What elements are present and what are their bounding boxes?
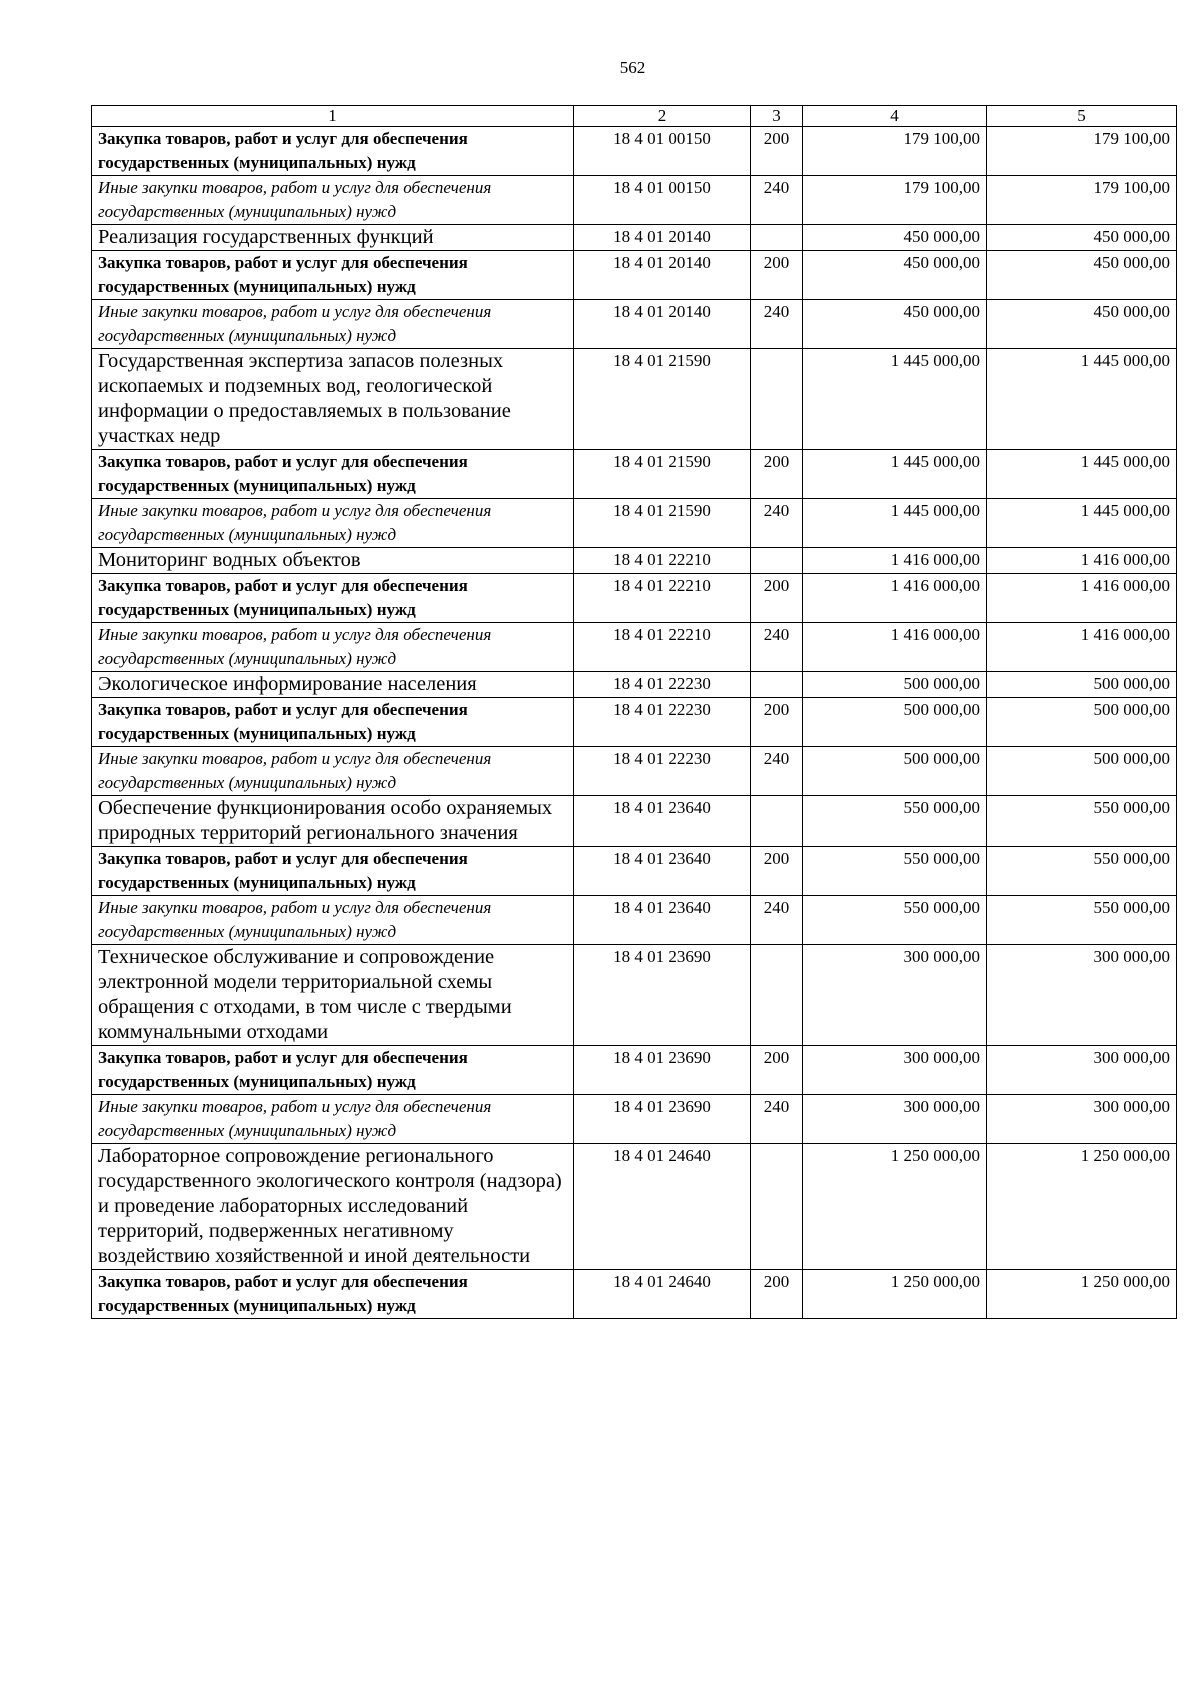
- row-expense-type-cell: 240: [751, 499, 803, 548]
- row-name-cell: Закупка товаров, работ и услуг для обеспечения государственных (муниципальных) нужд: [92, 574, 574, 623]
- row-name-cell: Обеспечение функционирования особо охраняемых природных территорий регионального значения: [92, 796, 574, 847]
- row-amount-1-cell: 450 000,00: [803, 300, 987, 349]
- row-amount-2-cell: 179 100,00: [987, 176, 1177, 225]
- row-amount-2-cell: 450 000,00: [987, 225, 1177, 251]
- row-amount-1-cell: 300 000,00: [803, 945, 987, 1046]
- row-expense-type-cell: 240: [751, 747, 803, 796]
- row-code-cell: 18 4 01 23690: [574, 945, 751, 1046]
- row-amount-2-cell: 450 000,00: [987, 300, 1177, 349]
- table-row: [92, 1144, 1177, 1270]
- row-code-cell: 18 4 01 22230: [574, 672, 751, 698]
- row-name-cell: Иные закупки товаров, работ и услуг для обеспечения государственных (муниципальных) нужд: [92, 896, 574, 945]
- header-row: [92, 106, 1177, 127]
- row-code-cell: 18 4 01 20140: [574, 300, 751, 349]
- row-amount-1-cell: 1 250 000,00: [803, 1144, 987, 1270]
- row-amount-1-cell: 1 416 000,00: [803, 548, 987, 574]
- row-amount-1-cell: 300 000,00: [803, 1046, 987, 1095]
- row-amount-1-cell: 179 100,00: [803, 127, 987, 176]
- table-row: [92, 945, 1177, 1046]
- row-expense-type-cell: 240: [751, 896, 803, 945]
- row-code-cell: 18 4 01 20140: [574, 251, 751, 300]
- table-row: [92, 548, 1177, 574]
- row-amount-1-cell: 1 416 000,00: [803, 623, 987, 672]
- row-expense-type-cell: [751, 349, 803, 450]
- row-code-cell: 18 4 01 23640: [574, 796, 751, 847]
- row-expense-type-cell: [751, 945, 803, 1046]
- row-expense-type-cell: [751, 672, 803, 698]
- row-name-cell: Закупка товаров, работ и услуг для обеспечения государственных (муниципальных) нужд: [92, 251, 574, 300]
- row-amount-2-cell: 500 000,00: [987, 698, 1177, 747]
- row-code-cell: 18 4 01 21590: [574, 349, 751, 450]
- row-expense-type-cell: 200: [751, 251, 803, 300]
- row-amount-1-cell: 179 100,00: [803, 176, 987, 225]
- page-number: 562: [619, 58, 646, 77]
- row-amount-2-cell: 550 000,00: [987, 796, 1177, 847]
- row-code-cell: 18 4 01 22210: [574, 623, 751, 672]
- header-col-3: 3: [751, 106, 803, 127]
- row-code-cell: 18 4 01 22230: [574, 698, 751, 747]
- row-expense-type-cell: [751, 225, 803, 251]
- row-expense-type-cell: 200: [751, 1046, 803, 1095]
- table-row: [92, 796, 1177, 847]
- table-row: [92, 896, 1177, 945]
- row-name-cell: Закупка товаров, работ и услуг для обеспечения государственных (муниципальных) нужд: [92, 127, 574, 176]
- row-amount-1-cell: 1 416 000,00: [803, 574, 987, 623]
- row-amount-1-cell: 300 000,00: [803, 1095, 987, 1144]
- header-col-5: 5: [987, 106, 1177, 127]
- row-amount-2-cell: 300 000,00: [987, 1095, 1177, 1144]
- row-code-cell: 18 4 01 24640: [574, 1144, 751, 1270]
- table-row: [92, 1270, 1177, 1319]
- row-amount-1-cell: 450 000,00: [803, 251, 987, 300]
- table-row: [92, 1046, 1177, 1095]
- table-row: [92, 623, 1177, 672]
- row-amount-1-cell: 1 445 000,00: [803, 499, 987, 548]
- header-col-2: 2: [574, 106, 751, 127]
- row-code-cell: 18 4 01 21590: [574, 450, 751, 499]
- row-amount-2-cell: 1 416 000,00: [987, 548, 1177, 574]
- row-name-cell: Иные закупки товаров, работ и услуг для обеспечения государственных (муниципальных) нужд: [92, 176, 574, 225]
- row-amount-2-cell: 450 000,00: [987, 251, 1177, 300]
- row-code-cell: 18 4 01 22210: [574, 574, 751, 623]
- table-row: [92, 225, 1177, 251]
- row-amount-2-cell: 300 000,00: [987, 945, 1177, 1046]
- table-row: [92, 698, 1177, 747]
- row-expense-type-cell: [751, 1144, 803, 1270]
- table-row: [92, 450, 1177, 499]
- row-code-cell: 18 4 01 23640: [574, 896, 751, 945]
- header-col-4: 4: [803, 106, 987, 127]
- row-expense-type-cell: 200: [751, 450, 803, 499]
- row-amount-2-cell: 550 000,00: [987, 896, 1177, 945]
- row-name-cell: Иные закупки товаров, работ и услуг для обеспечения государственных (муниципальных) нужд: [92, 623, 574, 672]
- table-row: [92, 349, 1177, 450]
- row-code-cell: 18 4 01 21590: [574, 499, 751, 548]
- row-code-cell: 18 4 01 00150: [574, 127, 751, 176]
- row-amount-2-cell: 500 000,00: [987, 672, 1177, 698]
- row-amount-1-cell: 1 445 000,00: [803, 349, 987, 450]
- row-amount-2-cell: 1 445 000,00: [987, 349, 1177, 450]
- row-code-cell: 18 4 01 22210: [574, 548, 751, 574]
- row-name-cell: Закупка товаров, работ и услуг для обеспечения государственных (муниципальных) нужд: [92, 698, 574, 747]
- table-row: [92, 499, 1177, 548]
- row-expense-type-cell: 200: [751, 127, 803, 176]
- row-amount-2-cell: 1 445 000,00: [987, 450, 1177, 499]
- row-name-cell: Закупка товаров, работ и услуг для обеспечения государственных (муниципальных) нужд: [92, 1046, 574, 1095]
- row-expense-type-cell: 200: [751, 847, 803, 896]
- row-code-cell: 18 4 01 23690: [574, 1046, 751, 1095]
- table-row: [92, 127, 1177, 176]
- row-amount-2-cell: 300 000,00: [987, 1046, 1177, 1095]
- row-code-cell: 18 4 01 20140: [574, 225, 751, 251]
- row-amount-1-cell: 500 000,00: [803, 747, 987, 796]
- row-amount-1-cell: 500 000,00: [803, 672, 987, 698]
- row-code-cell: 18 4 01 23640: [574, 847, 751, 896]
- row-name-cell: Иные закупки товаров, работ и услуг для обеспечения государственных (муниципальных) нужд: [92, 300, 574, 349]
- row-amount-1-cell: 500 000,00: [803, 698, 987, 747]
- row-name-cell: Реализация государственных функций: [92, 225, 574, 251]
- row-amount-2-cell: 1 416 000,00: [987, 574, 1177, 623]
- table-row: [92, 672, 1177, 698]
- row-name-cell: Техническое обслуживание и сопровождение электронной модели территориальной схемы обращения с отходами, в том числе с твердыми коммунальными отходами: [92, 945, 574, 1046]
- row-amount-2-cell: 1 250 000,00: [987, 1144, 1177, 1270]
- table-row: [92, 300, 1177, 349]
- row-name-cell: Иные закупки товаров, работ и услуг для обеспечения государственных (муниципальных) нужд: [92, 747, 574, 796]
- row-expense-type-cell: 240: [751, 1095, 803, 1144]
- row-code-cell: 18 4 01 23690: [574, 1095, 751, 1144]
- row-expense-type-cell: 200: [751, 1270, 803, 1319]
- row-name-cell: Закупка товаров, работ и услуг для обеспечения государственных (муниципальных) нужд: [92, 450, 574, 499]
- table-row: [92, 847, 1177, 896]
- table-row: [92, 574, 1177, 623]
- row-name-cell: Лабораторное сопровождение регионального государственного экологического контроля (надзора) и проведение лабораторных исследований территорий, подверженных негативному воздействию хозяйственной и иной деятельности: [92, 1144, 574, 1270]
- row-name-cell: Закупка товаров, работ и услуг для обеспечения государственных (муниципальных) нужд: [92, 847, 574, 896]
- row-name-cell: Экологическое информирование населения: [92, 672, 574, 698]
- row-amount-1-cell: 550 000,00: [803, 847, 987, 896]
- row-name-cell: Иные закупки товаров, работ и услуг для обеспечения государственных (муниципальных) нужд: [92, 1095, 574, 1144]
- row-name-cell: Иные закупки товаров, работ и услуг для обеспечения государственных (муниципальных) нужд: [92, 499, 574, 548]
- row-name-cell: Мониторинг водных объектов: [92, 548, 574, 574]
- table-row: [92, 747, 1177, 796]
- row-expense-type-cell: 200: [751, 698, 803, 747]
- row-amount-2-cell: 1 445 000,00: [987, 499, 1177, 548]
- row-amount-2-cell: 550 000,00: [987, 847, 1177, 896]
- row-code-cell: 18 4 01 22230: [574, 747, 751, 796]
- row-amount-2-cell: 1 416 000,00: [987, 623, 1177, 672]
- row-code-cell: 18 4 01 24640: [574, 1270, 751, 1319]
- row-expense-type-cell: [751, 548, 803, 574]
- row-expense-type-cell: 240: [751, 300, 803, 349]
- row-amount-1-cell: 550 000,00: [803, 796, 987, 847]
- row-amount-2-cell: 179 100,00: [987, 127, 1177, 176]
- row-expense-type-cell: [751, 796, 803, 847]
- budget-table: [91, 105, 1177, 1319]
- row-expense-type-cell: 200: [751, 574, 803, 623]
- row-name-cell: Государственная экспертиза запасов полезных ископаемых и подземных вод, геологической информации о предоставляемых в пользование участках недр: [92, 349, 574, 450]
- row-amount-1-cell: 450 000,00: [803, 225, 987, 251]
- row-amount-1-cell: 1 445 000,00: [803, 450, 987, 499]
- row-amount-2-cell: 500 000,00: [987, 747, 1177, 796]
- row-amount-2-cell: 1 250 000,00: [987, 1270, 1177, 1319]
- table-row: [92, 251, 1177, 300]
- row-expense-type-cell: 240: [751, 176, 803, 225]
- header-col-1: 1: [92, 106, 574, 127]
- row-amount-1-cell: 1 250 000,00: [803, 1270, 987, 1319]
- table-row: [92, 1095, 1177, 1144]
- table-row: [92, 176, 1177, 225]
- row-name-cell: Закупка товаров, работ и услуг для обеспечения государственных (муниципальных) нужд: [92, 1270, 574, 1319]
- row-expense-type-cell: 240: [751, 623, 803, 672]
- row-amount-1-cell: 550 000,00: [803, 896, 987, 945]
- row-code-cell: 18 4 01 00150: [574, 176, 751, 225]
